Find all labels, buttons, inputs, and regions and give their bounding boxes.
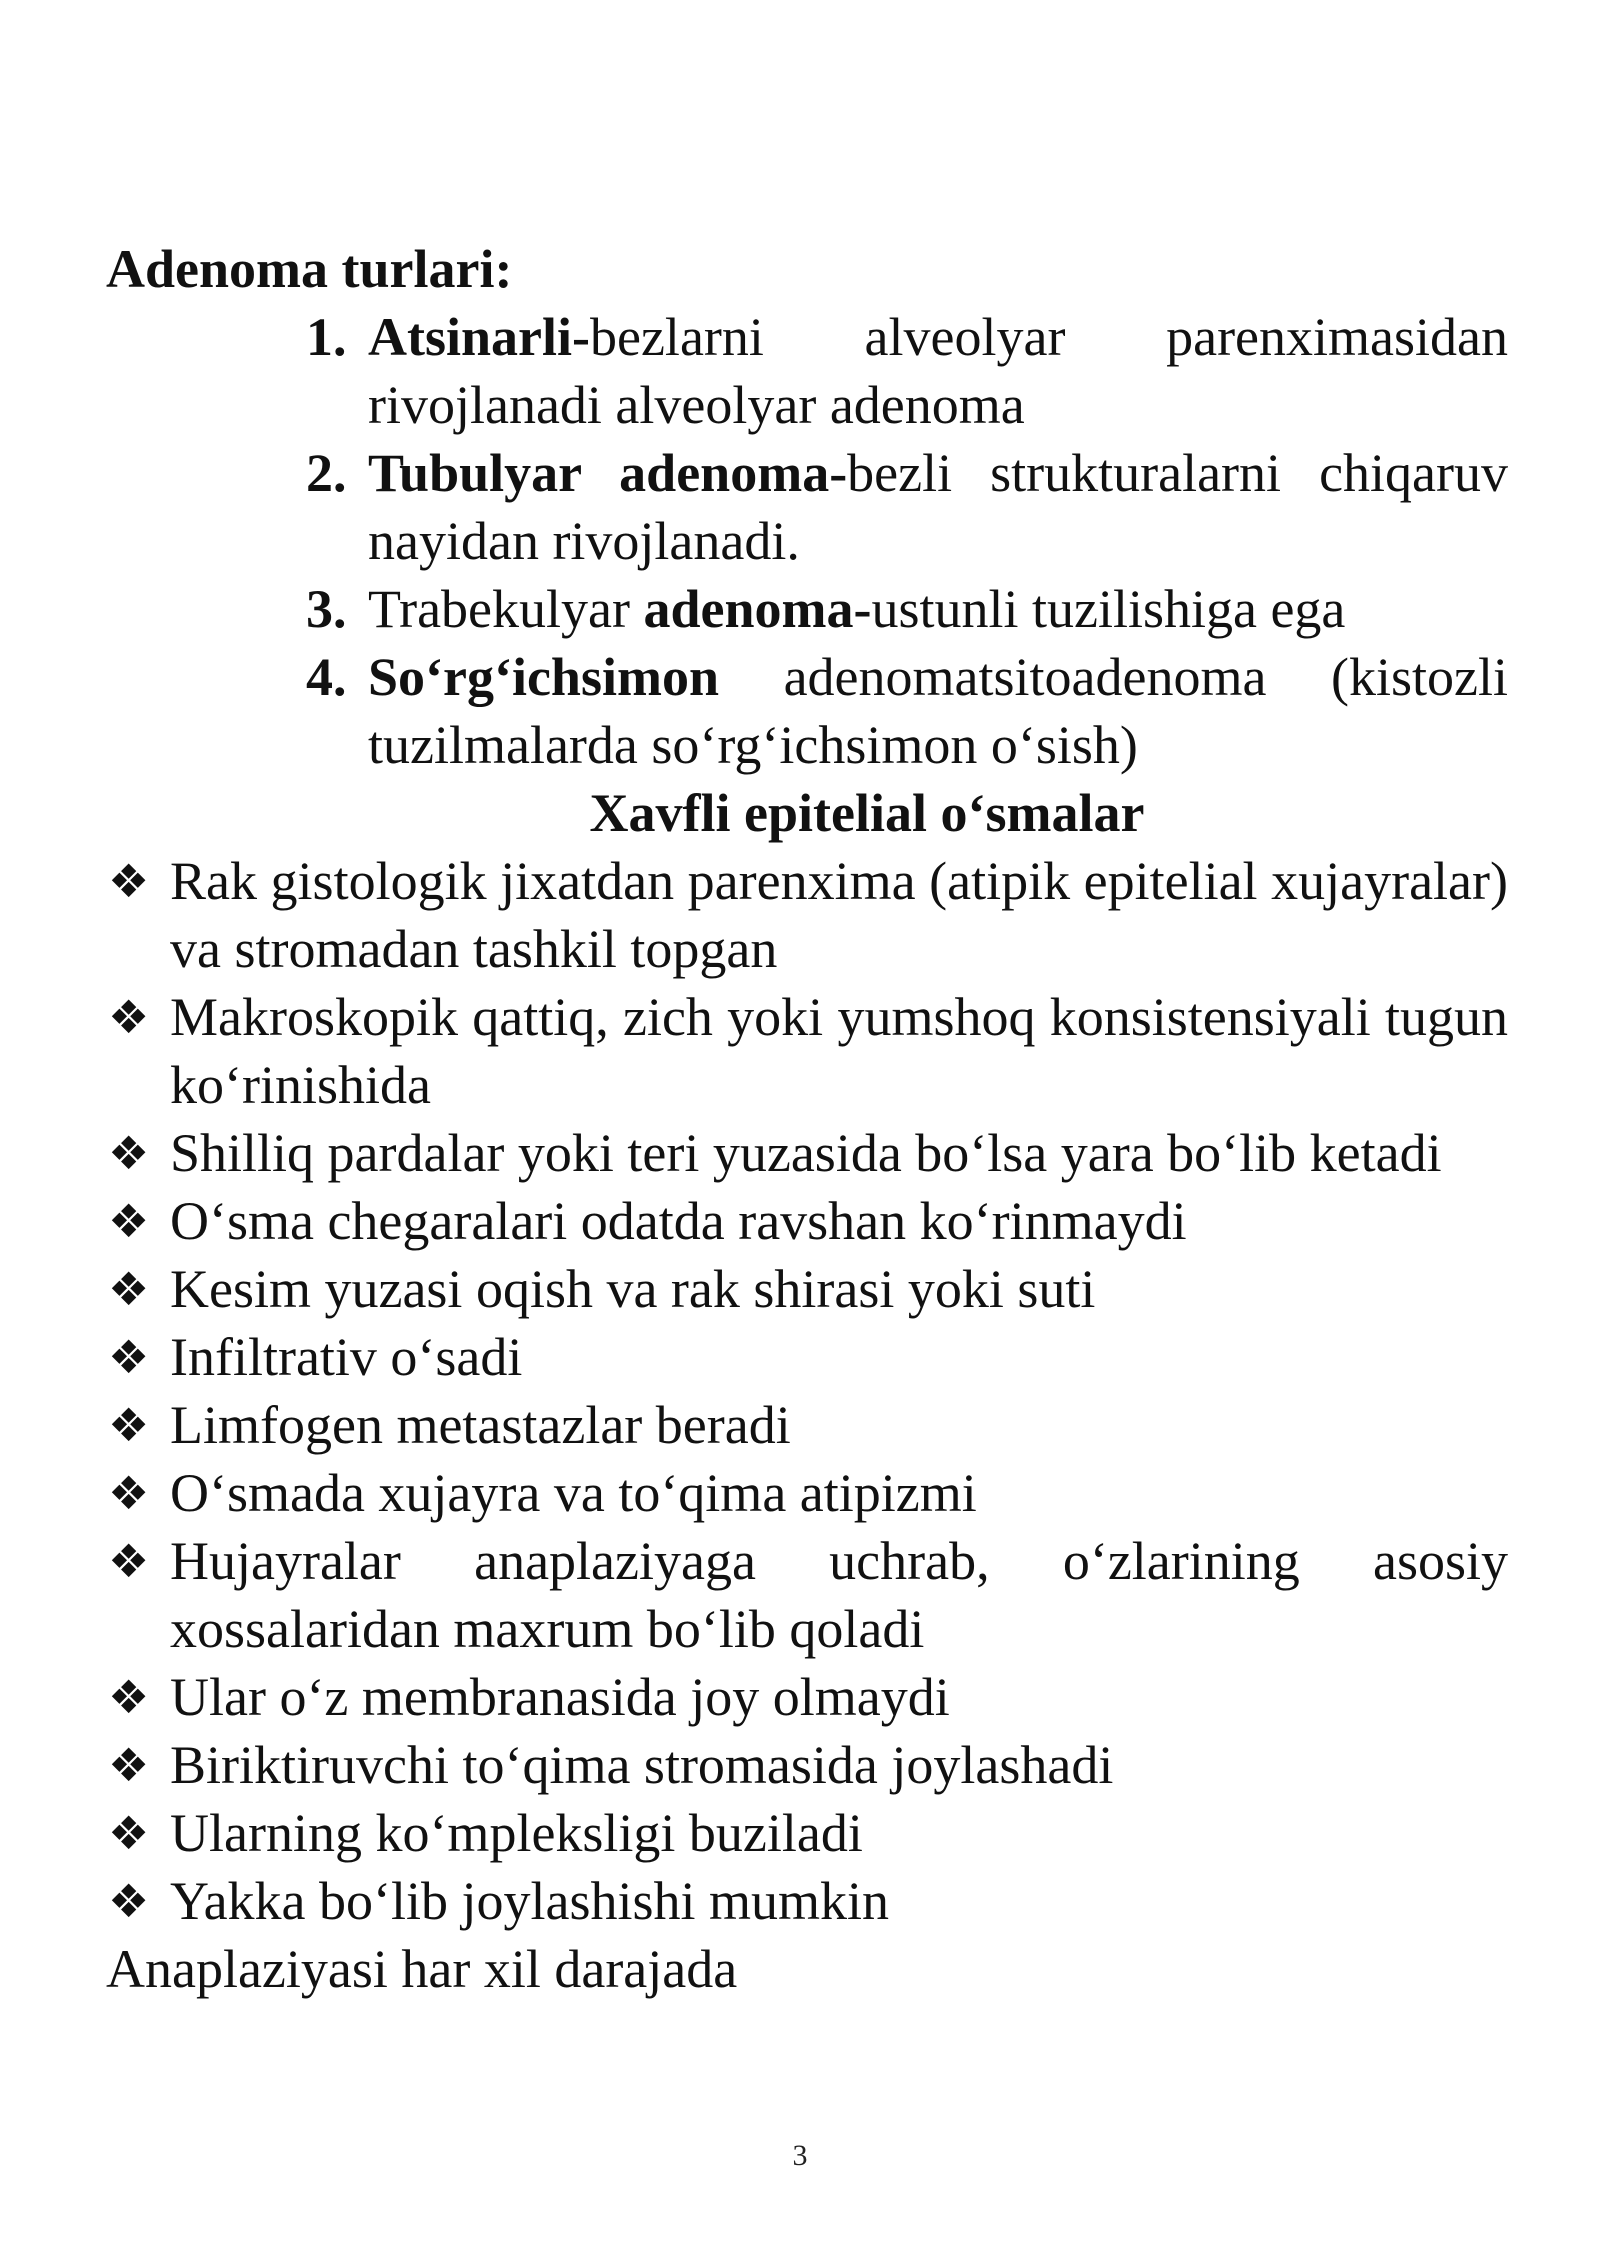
bullet-item	[106, 1867, 1508, 1935]
closing-line: Anaplaziyasi har xil darajada	[106, 1939, 738, 1999]
bullet-item	[106, 983, 1508, 1119]
diamond-bullet-icon: ❖	[108, 1670, 150, 1724]
item-text: adenomatsitoadenoma (kistozli tuzilmalarda so‘rg‘ichsimon o‘sish)	[368, 647, 1508, 775]
bullet-item	[106, 1799, 1508, 1867]
bullet-item	[106, 1663, 1508, 1731]
bullet-item	[106, 1187, 1508, 1255]
bullet-item	[106, 1255, 1508, 1323]
bullet-text: Infiltrativ o‘sadi	[170, 1327, 523, 1387]
page-content	[106, 235, 1508, 2003]
diamond-bullet-icon: ❖	[108, 1874, 150, 1928]
bullet-item	[106, 1323, 1508, 1391]
diamond-bullet-icon: ❖	[108, 1466, 150, 1520]
bullet-text: Biriktiruvchi to‘qima stromasida joylashadi	[170, 1735, 1114, 1795]
list-item	[306, 439, 1508, 575]
diamond-bullet-icon: ❖	[108, 1194, 150, 1248]
bullet-text: Limfogen metastazlar beradi	[170, 1395, 791, 1455]
page-number: 3	[792, 2139, 808, 2172]
bullet-item	[106, 847, 1508, 983]
diamond-bullet-icon: ❖	[108, 854, 150, 908]
item-number: 1.	[306, 307, 347, 367]
bullet-text: O‘smada xujayra va to‘qima atipizmi	[170, 1463, 977, 1523]
item-prefix: Trabekulyar	[368, 579, 644, 639]
diamond-bullet-icon: ❖	[108, 1126, 150, 1180]
bullet-text: Shilliq pardalar yoki teri yuzasida bo‘lsa yara bo‘lib ketadi	[170, 1123, 1442, 1183]
diamond-bullet-icon: ❖	[108, 990, 150, 1044]
bullet-text: Yakka bo‘lib joylashishi mumkin	[170, 1871, 890, 1931]
item-number: 3.	[306, 579, 347, 639]
bullet-item	[106, 1119, 1508, 1187]
bullet-text: O‘sma chegaralari odatda ravshan ko‘rinmaydi	[170, 1191, 1187, 1251]
section-title: Xavfli epitelial o‘smalar	[589, 783, 1145, 843]
item-term: Tubulyar adenoma-	[368, 443, 848, 503]
item-text: ustunli tuzilishiga ega	[871, 579, 1346, 639]
list-item	[306, 643, 1508, 779]
diamond-bullet-icon: ❖	[108, 1398, 150, 1452]
bullet-item	[106, 1527, 1508, 1663]
diamond-bullet-icon: ❖	[108, 1534, 150, 1588]
bullet-text: Makroskopik qattiq, zich yoki yumshoq konsistensiyali tugun ko‘rinishida	[170, 987, 1508, 1115]
item-term: adenoma-	[643, 579, 872, 639]
bullet-text: Ular o‘z membranasida joy olmaydi	[170, 1667, 950, 1727]
page-heading: Adenoma turlari:	[106, 239, 513, 299]
item-text: bezli strukturalarni chiqaruv nayidan rivojlanadi.	[368, 443, 1508, 571]
item-term: So‘rg‘ichsimon	[368, 647, 719, 707]
item-number: 4.	[306, 647, 347, 707]
bullet-item	[106, 1391, 1508, 1459]
diamond-bullet-icon: ❖	[108, 1330, 150, 1384]
bullet-text: Rak gistologik jixatdan parenxima (atipik epitelial xujayralar) va stromadan tashkil topgan	[170, 851, 1508, 979]
bullet-item	[106, 1731, 1508, 1799]
list-item	[306, 303, 1508, 439]
bullet-text: Kesim yuzasi oqish va rak shirasi yoki suti	[170, 1259, 1096, 1319]
list-item	[306, 575, 1508, 643]
bullet-text: Hujayralar anaplaziyaga uchrab, o‘zlarining asosiy xossalaridan maxrum bo‘lib qoladi	[170, 1531, 1508, 1659]
adenoma-types-list	[106, 303, 1508, 779]
diamond-bullet-icon: ❖	[108, 1262, 150, 1316]
bullet-item	[106, 1459, 1508, 1527]
malignant-features-list	[106, 847, 1508, 1935]
item-number: 2.	[306, 443, 347, 503]
bullet-text: Ularning ko‘mpleksligi buziladi	[170, 1803, 863, 1863]
item-term: Atsinarli-	[368, 307, 590, 367]
item-text: bezlarni alveolyar parenximasidan rivojlanadi alveolyar adenoma	[368, 307, 1508, 435]
diamond-bullet-icon: ❖	[108, 1806, 150, 1860]
diamond-bullet-icon: ❖	[108, 1738, 150, 1792]
